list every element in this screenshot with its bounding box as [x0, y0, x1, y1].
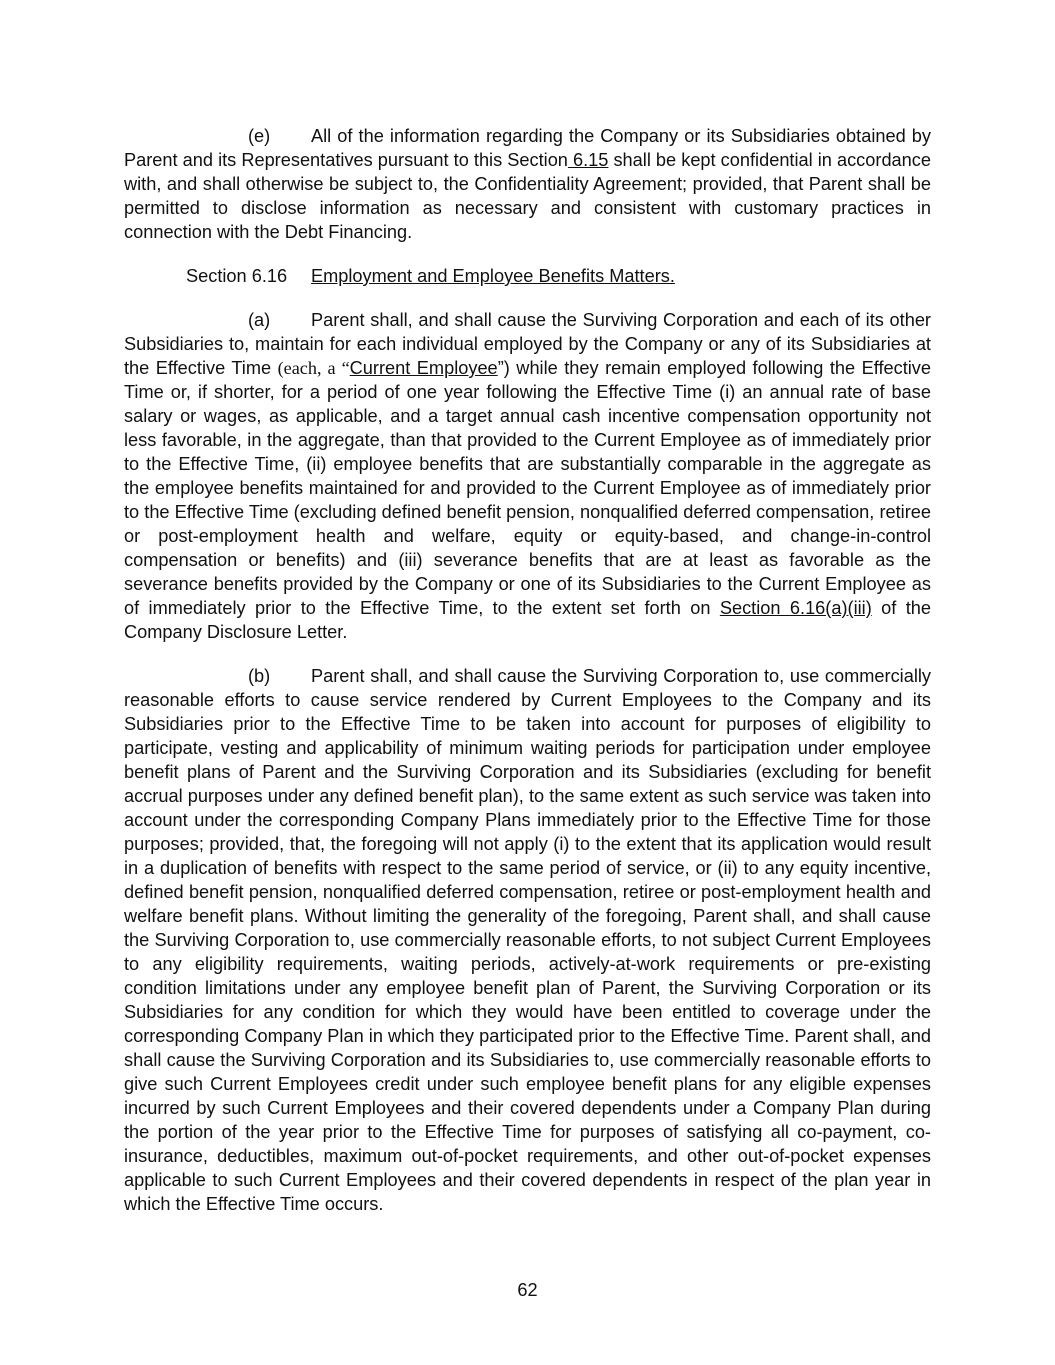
document-page — [124, 124, 931, 1216]
section-reference: Section 6.16(a)(iii) — [719, 598, 872, 618]
paragraph-text: of the Company Disclosure Letter. — [124, 598, 931, 642]
section-reference: 6.15 — [567, 150, 609, 170]
paragraph-text: shall be kept confidential in accordance with, and shall otherwise be subject to, the Confidentiality Agreement; provided, that Parent shall be permitted to disclose information as necessary and consistent with customary practices in connection with the Debt Financing. — [124, 150, 931, 242]
paragraph-text: Parent shall, and shall cause the Surviving Corporation and each of its other Subsidiaries to, maintain for each individual employed by the Company or any of its Subsidiaries at the Effective Time — [124, 310, 931, 378]
paragraph-b — [124, 664, 931, 1216]
section-heading — [124, 264, 931, 288]
section-number: Section 6.16 — [186, 266, 288, 286]
paragraph-text: Parent shall, and shall cause the Surviving Corporation to, use commercially reasonable efforts to cause service rendered by Current Employees to the Company and its Subsidiaries prior to the Effective Time to be taken into account for purposes of eligibility to participate, vesting and applicability of minimum waiting periods for participation under employee benefit plans of Parent and the Surviving Corporation and its Subsidiaries (excluding for benefit accrual purposes under any defined benefit plan), to the same extent as such service was taken into account under the corresponding Company Plans immediately prior to the Effective Time for those purposes; provided, that, the foregoing will not apply (i) to the extent that its application would result in a duplication of benefits with respect to the same period of service, or (ii) to any equity incentive, defined benefit pension, nonqualified deferred compensation, retiree or post-employment health and welfare benefit plans. Without limiting the generality of the foregoing, Parent shall, and shall cause the Surviving Corporation to, use commercially reasonable efforts, to not subject Current Employees to any eligibility requirements, waiting periods, actively-at-work requirements or pre-existing condition limitations under any employee benefit plan of Parent, the Surviving Corporation or its Subsidiaries for any condition for which they would have been entitled to coverage under the corresponding Company Plan in which they participated prior to the Effective Time. Parent shall, and shall cause the Surviving Corporation and its Subsidiaries to, use commercially reasonable efforts to give such Current Employees credit under such employee benefit plans for any eligible expenses incurred by such Current Employees and their covered dependents under a Company Plan during the portion of the year prior to the Effective Time for purposes of satisfying all co-payment, co-insurance, deductibles, maximum out-of-pocket requirements, and other out-of-pocket expenses applicable to such Current Employees and their covered dependents in respect of the plan year in which the Effective Time occurs. — [124, 666, 931, 1214]
paragraph-text: while they remain employed following the Effective Time or, if shorter, for a period of one year following the Effective Time (i) an annual rate of base salary or wages, as applicable, and a target annual cash incentive compensation opportunity not less favorable, in the aggregate, than that provided to the Current Employee as of immediately prior to the Effective Time, (ii) employee benefits that are substantially comparable in the aggregate as the employee benefits maintained for and provided to the Current Employee as of immediately prior to the Effective Time (excluding defined benefit pension, nonqualified deferred compensation, retiree or post-employment health and welfare, equity or equity-based, and change-in-control compensation or benefits) and (iii) severance benefits that are at least as favorable as the severance benefits provided by the Company or one of its Subsidiaries to the Current Employee as of immediately prior to the Effective Time, to the extent set forth on — [124, 358, 932, 618]
definition-suffix: ”) — [497, 358, 510, 378]
definition-prefix: (each, a “ — [277, 358, 350, 378]
paragraph-label: (a) — [248, 310, 271, 330]
paragraph-text: All of the information regarding the Company or its Subsidiaries obtained by Parent and its Representatives pursuant to this Section — [124, 126, 931, 170]
paragraph-label: (e) — [248, 126, 271, 146]
paragraph-e — [124, 124, 931, 244]
section-title: Employment and Employee Benefits Matters. — [311, 266, 675, 286]
paragraph-a — [124, 308, 931, 644]
paragraph-label: (b) — [248, 666, 271, 686]
defined-term: Current Employee — [349, 358, 498, 378]
page-number: 62 — [517, 1280, 538, 1300]
